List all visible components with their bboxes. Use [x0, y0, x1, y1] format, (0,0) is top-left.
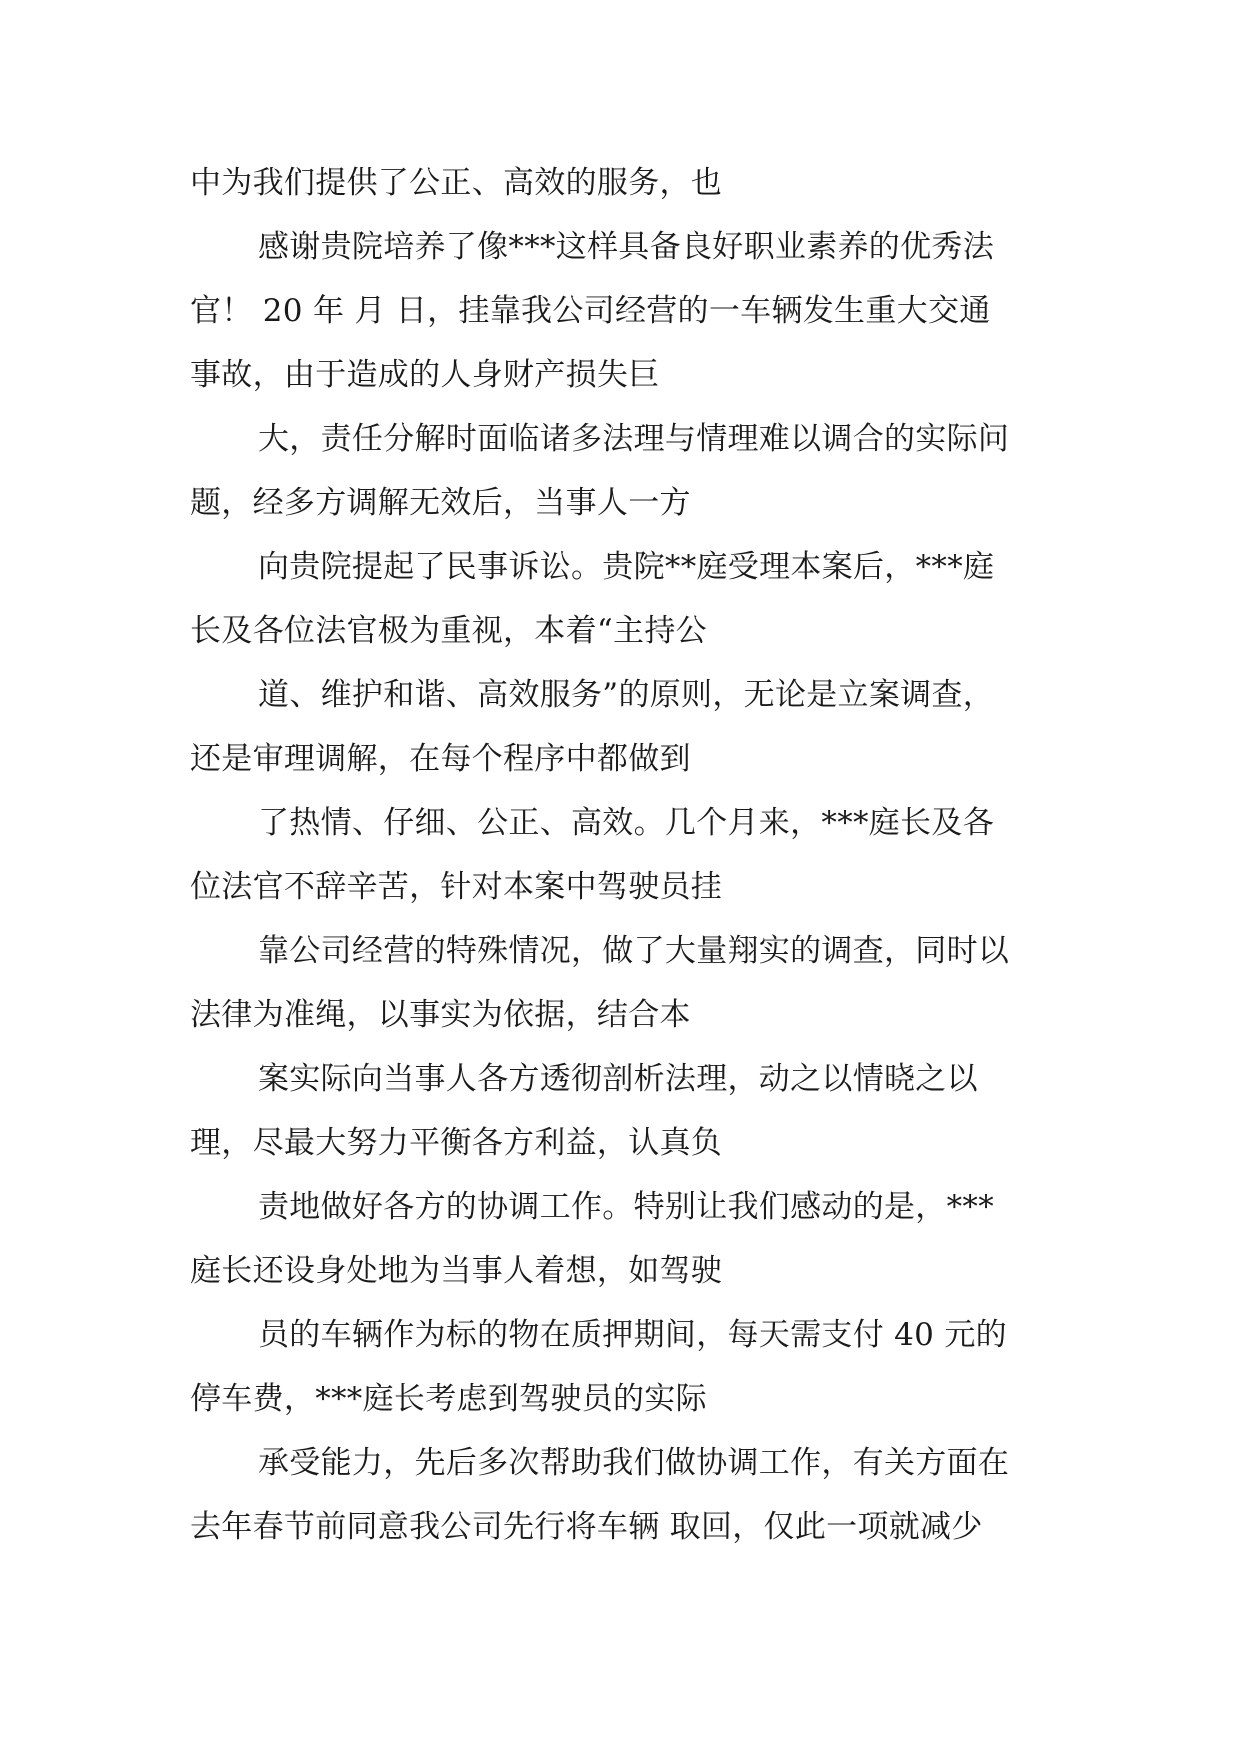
- paragraph-first-line: 靠公司经营的特殊情况，做了大量翔实的调查，同时以: [258, 933, 1010, 969]
- text-line: 官！ 20 年 月 日，挂靠我公司经营的一车辆发生重大交通: [190, 293, 991, 329]
- text-line: 法律为准绳，以事实为依据，结合本: [190, 997, 691, 1033]
- text-line: 去年春节前同意我公司先行将车辆 取回，仅此一项就减少: [190, 1509, 983, 1545]
- paragraph-first-line: 了热情、仔细、公正、高效。几个月来，***庭长及各: [258, 805, 994, 841]
- text-line: 理，尽最大努力平衡各方利益，认真负: [190, 1125, 723, 1161]
- text-line: 位法官不辞辛苦，针对本案中驾驶员挂: [190, 869, 723, 905]
- text-line: 庭长还设身处地为当事人着想，如驾驶: [190, 1253, 723, 1289]
- paragraph-first-line: 大，责任分解时面临诸多法理与情理难以调合的实际问: [258, 421, 1010, 457]
- paragraph-first-line: 承受能力，先后多次帮助我们做协调工作，有关方面在: [258, 1445, 1010, 1481]
- paragraph-first-line: 员的车辆作为标的物在质押期间，每天需支付 40 元的: [258, 1317, 1007, 1353]
- paragraph-first-line: 感谢贵院培养了像***这样具备良好职业素养的优秀法: [258, 229, 994, 265]
- text-line: 停车费，***庭长考虑到驾驶员的实际: [190, 1381, 707, 1417]
- paragraph-first-line: 责地做好各方的协调工作。特别让我们感动的是，***: [258, 1189, 994, 1225]
- text-line: 中为我们提供了公正、高效的服务，也: [190, 165, 723, 201]
- paragraph-first-line: 案实际向当事人各方透彻剖析法理，动之以情晓之以: [258, 1061, 978, 1097]
- paragraph-first-line: 向贵院提起了民事诉讼。贵院**庭受理本案后，***庭: [258, 549, 995, 585]
- text-line: 事故，由于造成的人身财产损失巨: [190, 357, 660, 393]
- text-line: 题，经多方调解无效后，当事人一方: [190, 485, 691, 521]
- text-line: 长及各位法官极为重视，本着“主持公: [190, 613, 707, 649]
- paragraph-first-line: 道、维护和谐、高效服务”的原则，无论是立案调查，: [258, 677, 995, 713]
- text-line: 还是审理调解，在每个程序中都做到: [190, 741, 691, 777]
